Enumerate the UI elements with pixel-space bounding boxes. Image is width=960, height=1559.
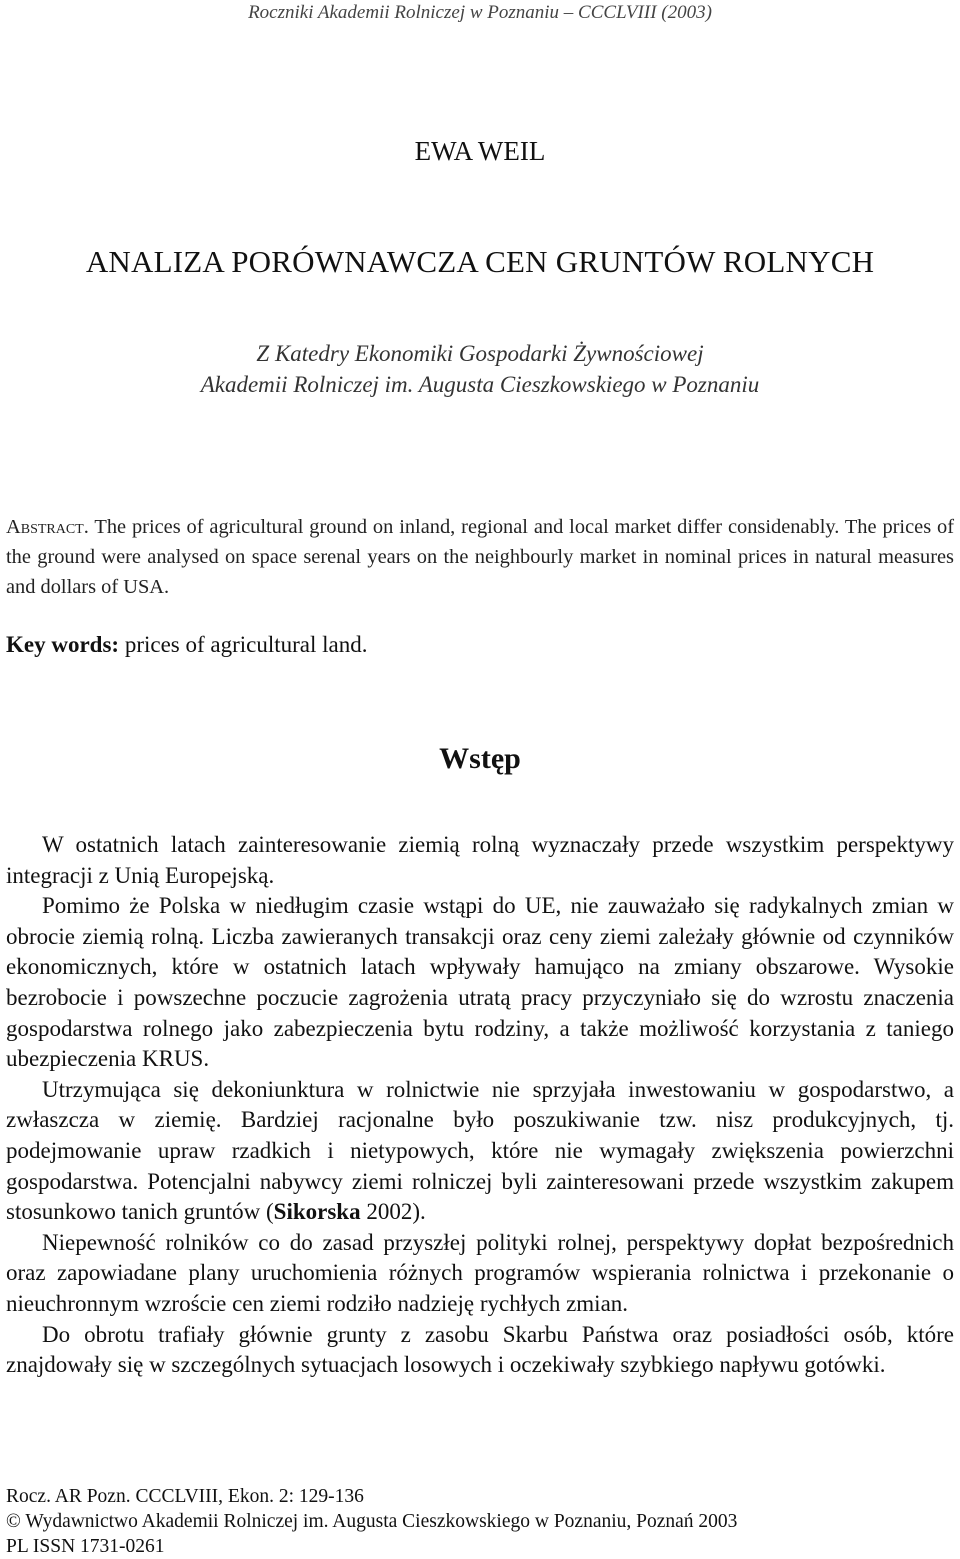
paragraph-2: Pomimo że Polska w niedługim czasie wstąpi do UE, nie zauważało się radykalnych zmian w obrocie ziemią rolną. Liczba zawieranych transakcji oraz ceny ziemi zależały głównie od czynników ekonomicznych, które w ostatnich latach wpływały hamująco na zmiany obszarowe. Wysokie bezrobocie i powszechne poczucie zagrożenia utratą pracy przyczyniało się do wzrostu znaczenia gospodarstwa rolnego jako zabezpieczenia bytu rodziny, a także możliwość korzystania z taniego ubezpieczenia KRUS. (6, 893, 954, 1072)
paragraph-4: Niepewność rolników co do zasad przyszłej polityki rolnej, perspektywy dopłat bezpośrednich oraz zapowiadane plany uruchomienia różnych programów wspierania rolnictwa i przekonanie o nieuchronnym wzroście cen ziemi rodziło nadzieję rychłych zmian. (6, 1229, 954, 1316)
abstract-text: The prices of agricultural ground on inland, regional and local market differ considenably. The prices of the ground were analysed on space serenal years on the neighbourly market in nominal prices in natural measures and dollars of USA. (6, 516, 954, 598)
body-text (6, 830, 954, 1381)
paragraph-3-end: 2002). (360, 1199, 426, 1225)
footer-issn: PL ISSN 1731-0261 (6, 1536, 165, 1557)
running-head: Roczniki Akademii Rolniczej w Poznaniu – CCCLVIII (2003) (248, 2, 712, 23)
paragraph-5: Do obrotu trafiały głównie grunty z zasobu Skarbu Państwa oraz posiadłości osób, które znajdowały się w szczególnych sytuacjach losowych i oczekiwały szybkiego napływu gotówki. (6, 1321, 954, 1378)
paragraph-3 (6, 1075, 954, 1228)
paragraph-3-text: Utrzymująca się dekoniunktura w rolnictwie nie sprzyjała inwestowaniu w gospodarstwo, a zwłaszcza w ziemię. Bardziej racjonalne było poszukiwanie tzw. nisz produkcyjnych, tj. podejmowanie upraw rzadkich i nietypowych, które nie wymagały zwiększenia powierzchni gospodarstwa. Potencjalni nabywcy ziemi rolniczej byli zainteresowani przede wszystkim zakupem stosunkowo tanich gruntów ( (6, 1076, 954, 1225)
section-heading: Wstęp (439, 742, 521, 775)
abstract (6, 512, 954, 602)
footer-citation: Rocz. AR Pozn. CCCLVIII, Ekon. 2: 129-136 (6, 1486, 364, 1507)
citation-author: Sikorska (273, 1199, 361, 1225)
footer-copyright: © Wydawnictwo Akademii Rolniczej im. Augusta Cieszkowskiego w Poznaniu, Poznań 2003 (6, 1511, 738, 1532)
keywords-label: Key words: (6, 632, 120, 657)
affiliation-line-2: Akademii Rolniczej im. Augusta Cieszkowskiego w Poznaniu (200, 372, 760, 397)
paragraph-1: W ostatnich latach zainteresowanie ziemią rolną wyznaczały przede wszystkim perspektywy integracji z Unią Europejską. (6, 832, 954, 888)
keywords (6, 632, 954, 658)
paper-title: ANALIZA PORÓWNAWCZA CEN GRUNTÓW ROLNYCH (85, 244, 875, 279)
affiliation-line-1: Z Katedry Ekonomiki Gospodarki Żywnościowej (256, 341, 704, 366)
author-name: EWA WEIL (414, 136, 546, 166)
abstract-label: Abstract. (6, 516, 89, 538)
footer (6, 1484, 954, 1559)
affiliation (0, 338, 960, 400)
keywords-text: prices of agricultural land. (124, 632, 368, 657)
